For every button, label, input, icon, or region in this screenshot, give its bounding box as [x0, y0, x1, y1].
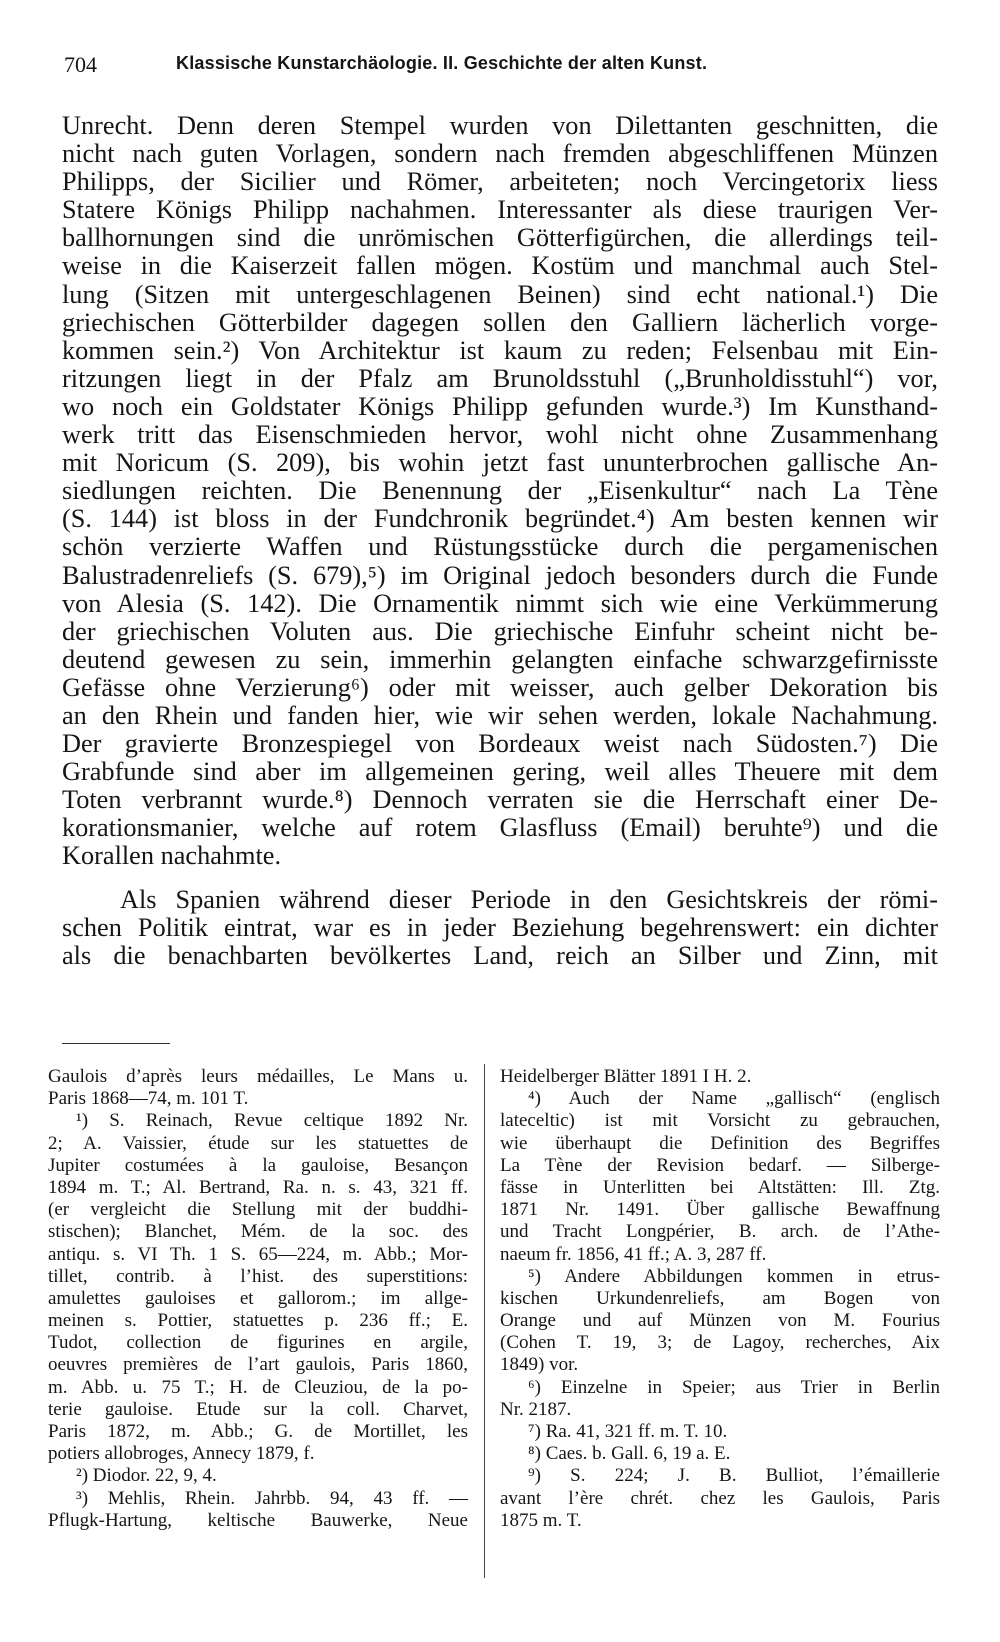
- body-line: griechischen Götterbilder dagegen sollen den Galliern lächerlich vorge-: [62, 307, 938, 337]
- footnote-line: ⁹) S. 224; J. B. Bulliot, l’émaillerie: [528, 1465, 940, 1487]
- body-line: deutend gewesen zu sein, immerhin gelangten einfache schwarzgefirnisste: [62, 644, 938, 674]
- footnote-line: avant l’ère chrét. chez les Gaulois, Paris: [500, 1487, 940, 1509]
- footnote-line: 2; A. Vaissier, étude sur les statuettes de: [48, 1132, 468, 1154]
- body-line: wo noch ein Goldstater Königs Philipp gefunden wurde.³) Im Kunsthand-: [62, 391, 938, 421]
- body-line: Philipps, der Sicilier und Römer, arbeiteten; noch Vercingetorix liess: [62, 167, 938, 197]
- body-line: an den Rhein und fanden hier, wie wir sehen werden, lokale Nachahmung.: [62, 700, 938, 730]
- running-title: Klassische Kunstarchäologie. II. Geschichte der alten Kunst.: [176, 53, 708, 73]
- footnote-line: 1849) vor.: [500, 1354, 579, 1376]
- body-line: von Alesia (S. 142). Die Ornamentik nimmt sich wie eine Verkümmerung: [62, 588, 938, 618]
- body-line: Statere Königs Philipp nachahmen. Interessanter als diese traurigen Ver-: [62, 195, 938, 225]
- body-line: korationsmanier, welche auf rotem Glasfluss (Email) beruhte⁹) und die: [62, 813, 938, 843]
- body-line: Der gravierte Bronzespiegel von Bordeaux weist nach Südosten.⁷) Die: [62, 729, 938, 759]
- body-line: (S. 144) ist bloss in der Fundchronik begründet.⁴) Am besten kennen wir: [62, 504, 938, 534]
- footnote-line: ⁷) Ra. 41, 321 ff. m. T. 10.: [528, 1421, 728, 1442]
- page-header: [64, 52, 934, 88]
- body-line: siedlungen reichten. Die Benennung der „Eisenkultur“ nach La Tène: [62, 476, 938, 506]
- footnote-line: m. Abb. u. 75 T.; H. de Cleuziou, de la po-: [48, 1376, 468, 1398]
- footnote-line: potiers allobroges, Annecy 1879, f.: [48, 1443, 315, 1465]
- footnote-line: amulettes gauloises et gallorom.; im allge-: [48, 1287, 468, 1309]
- body-line: Gefässe ohne Verzierung⁶) oder mit weisser, auch gelber Dekoration bis: [62, 672, 938, 702]
- footnote-separator: [62, 1043, 170, 1044]
- footnote-line: Orange und auf Münzen von M. Fourius: [500, 1310, 940, 1332]
- body-line: Unrecht. Denn deren Stempel wurden von Dilettanten geschnitten, die: [62, 111, 938, 140]
- body-line: schen Politik eintrat, war es in jeder Beziehung begehrenswert: ein dichter: [62, 912, 938, 942]
- footnote-line: Pflugk-Hartung, keltische Bauwerke, Neue: [48, 1509, 468, 1531]
- footnote-line: Tudot, collection de figurines en argile,: [48, 1332, 468, 1354]
- footnote-line: kischen Urkundenreliefs, am Bogen von: [500, 1287, 940, 1309]
- footnote-line: wie überhaupt die Definition des Begriffes: [500, 1132, 940, 1154]
- footnote-line: ⁵) Andere Abbildungen kommen in etrus-: [528, 1265, 940, 1287]
- footnote-line: Gaulois d’après leurs médailles, Le Mans u.: [48, 1066, 468, 1087]
- footnote-line: lateceltic) ist mit Vorsicht zu gebrauchen,: [500, 1110, 940, 1132]
- body-line: Korallen nachahmte.: [62, 841, 282, 871]
- footnote-line: ²) Diodor. 22, 9, 4.: [76, 1465, 217, 1487]
- footnote-line: naeum fr. 1856, 41 ff.; A. 3, 287 ff.: [500, 1243, 767, 1265]
- footnote-line: oeuvres premières de l’art gaulois, Paris 1860,: [48, 1354, 468, 1376]
- footnote-line: 1875 m. T.: [500, 1509, 582, 1531]
- body-line: lung (Sitzen mit untergeschlagenen Beinen) sind echt national.¹) Die: [62, 279, 938, 309]
- footnote-line: La Tène der Revision bedarf. — Silberge-: [500, 1154, 940, 1176]
- main-text: [62, 112, 938, 970]
- footnote-line: (er vergleicht die Stellung mit der buddhi-: [48, 1199, 468, 1221]
- footnotes-left-column: [48, 1066, 468, 1532]
- body-line: Toten verbrannt wurde.⁸) Dennoch verraten sie die Herrschaft einer De-: [62, 785, 938, 815]
- footnote-line: Paris 1872, m. Abb.; G. de Mortillet, les: [48, 1421, 468, 1442]
- footnote-line: meinen s. Pottier, statuettes p. 236 ff.; E.: [48, 1310, 468, 1332]
- footnote-line: tillet, contrib. à l’hist. des superstitions:: [48, 1265, 468, 1287]
- footnote-column-divider: [484, 1064, 485, 1578]
- body-line: nicht nach guten Vorlagen, sondern nach fremden abgeschliffenen Münzen: [62, 139, 938, 169]
- page-number: 704: [64, 52, 97, 77]
- body-line: Balustradenreliefs (S. 679),⁵) im Original jedoch besonders durch die Funde: [62, 560, 938, 590]
- body-line: ballhornungen sind die unrömischen Götterfigürchen, die allerdings teil-: [62, 223, 938, 253]
- paragraph-gap: [62, 871, 938, 886]
- body-line: Als Spanien während dieser Periode in den Gesichtskreis der römi-: [120, 884, 938, 914]
- footnote-line: ¹) S. Reinach, Revue celtique 1892 Nr.: [76, 1110, 468, 1132]
- footnote-line: ⁴) Auch der Name „gallisch“ (englisch: [528, 1088, 940, 1110]
- body-line: weise in die Kaiserzeit fallen mögen. Kostüm und manchmal auch Stel-: [62, 251, 938, 281]
- body-line: schön verzierte Waffen und Rüstungsstücke durch die pergamenischen: [62, 532, 938, 562]
- footnote-line: Paris 1868—74, m. 101 T.: [48, 1088, 249, 1110]
- footnote-line: ³) Mehlis, Rhein. Jahrbb. 94, 43 ff. —: [76, 1487, 468, 1509]
- body-line: Grabfunde sind aber im allgemeinen gering, weil alles Theuere mit dem: [62, 757, 938, 787]
- footnote-line: ⁸) Caes. b. Gall. 6, 19 a. E.: [528, 1443, 731, 1465]
- footnote-line: ⁶) Einzelne in Speier; aus Trier in Berlin: [528, 1376, 940, 1398]
- body-line: ritzungen liegt in der Pfalz am Brunoldsstuhl („Brunholdisstuhl“) vor,: [62, 363, 938, 393]
- body-line: als die benachbarten bevölkertes Land, reich an Silber und Zinn, mit: [62, 940, 938, 970]
- footnote-line: fässe in Unterlitten bei Altstätten: Ill. Ztg.: [500, 1176, 940, 1198]
- footnote-line: Jupiter costumées à la gauloise, Besançon: [48, 1154, 468, 1176]
- body-line: werk tritt das Eisenschmieden hervor, wohl nicht ohne Zusammenhang: [62, 420, 938, 450]
- footnote-line: Nr. 2187.: [500, 1398, 572, 1420]
- body-line: mit Noricum (S. 209), bis wohin jetzt fast ununterbrochen gallische An-: [62, 448, 938, 478]
- footnote-line: 1894 m. T.; Al. Bertrand, Ra. n. s. 43, 321 ff.: [48, 1176, 468, 1198]
- footnotes-right-column: [500, 1066, 940, 1532]
- footnote-line: terie gauloise. Etude sur la coll. Charvet,: [48, 1398, 468, 1420]
- footnote-line: und Tracht Longpérier, B. arch. de l’Athe-: [500, 1221, 940, 1243]
- body-line: der griechischen Voluten aus. Die griechische Einfuhr scheint nicht be-: [62, 616, 938, 646]
- footnote-line: 1871 Nr. 1491. Über gallische Bewaffnung: [500, 1199, 940, 1221]
- footnote-line: (Cohen T. 19, 3; de Lagoy, recherches, Aix: [500, 1332, 940, 1354]
- footnote-line: Heidelberger Blätter 1891 I H. 2.: [500, 1066, 752, 1087]
- footnote-line: antiqu. s. VI Th. 1 S. 65—224, m. Abb.; Mor-: [48, 1243, 468, 1265]
- body-line: kommen sein.²) Von Architektur ist kaum zu reden; Felsenbau mit Ein-: [62, 335, 938, 365]
- footnote-line: stischen); Blanchet, Mém. de la soc. des: [48, 1221, 468, 1243]
